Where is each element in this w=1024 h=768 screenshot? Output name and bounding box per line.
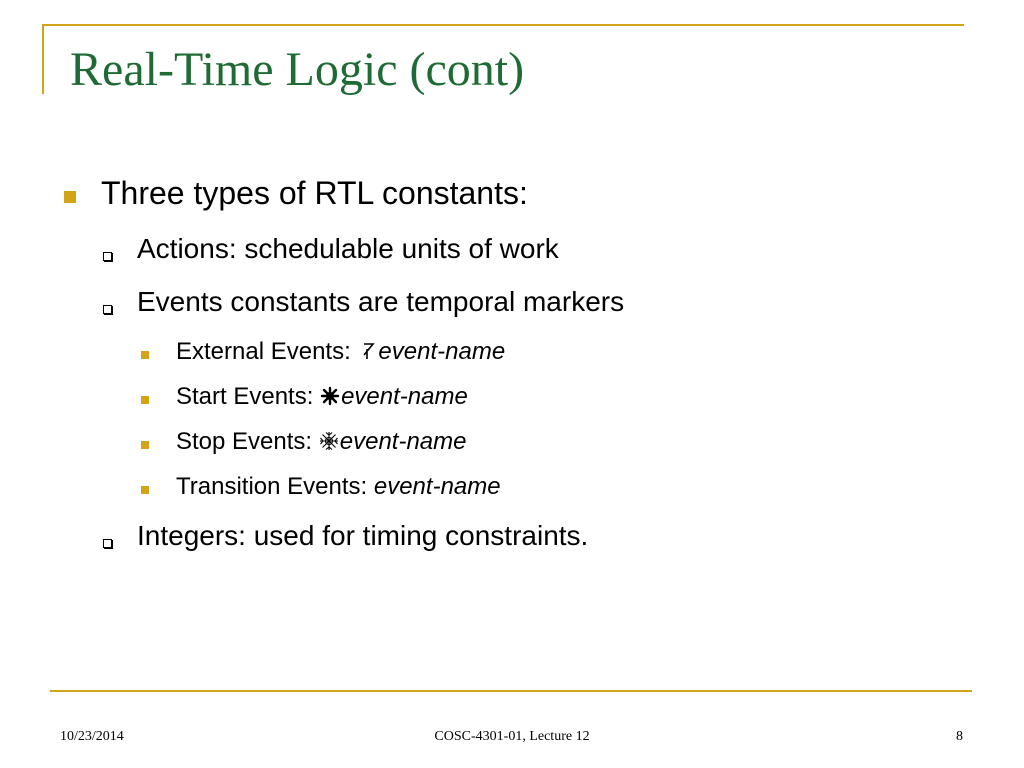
start-event-icon (320, 386, 340, 406)
bullet-square-icon (64, 191, 76, 203)
stop-events-label: Stop Events: (176, 428, 319, 455)
bullet-external-events (176, 338, 505, 366)
bullet-transition-events (176, 473, 501, 501)
bullet-stop-events (176, 428, 467, 456)
start-events-label: Start Events: (176, 383, 321, 410)
stop-event-icon (319, 431, 339, 451)
stop-events-value: event-name (339, 428, 467, 455)
bullet-square-icon (141, 441, 149, 449)
bullet-hollow-square-icon (103, 252, 112, 261)
footer-divider (50, 690, 972, 692)
bullet-start-events (176, 383, 468, 411)
footer-page-number: 8 (956, 729, 963, 744)
transition-events-label: Transition Events: (176, 473, 374, 500)
start-events-value: event-name (341, 383, 468, 410)
bullet-three-types: Three types of RTL constants: (101, 175, 528, 211)
footer-course: COSC-4301-01, Lecture 12 (434, 729, 590, 744)
bullet-events-constants: Events constants are temporal markers (137, 286, 625, 317)
bullet-square-icon (141, 396, 149, 404)
external-event-icon (357, 341, 377, 361)
external-events-value: event-name (378, 338, 506, 365)
bullet-square-icon (141, 351, 149, 359)
bullet-square-icon (141, 486, 149, 494)
bullet-integers: Integers: used for timing constraints. (137, 520, 589, 551)
bullet-hollow-square-icon (103, 539, 112, 548)
slide-title: Real-Time Logic (cont) (70, 43, 525, 96)
external-events-label: External Events: (176, 338, 358, 365)
bullet-hollow-square-icon (103, 305, 112, 314)
bullet-actions: Actions: schedulable units of work (137, 233, 559, 264)
transition-events-value: event-name (373, 473, 501, 500)
footer-date: 10/23/2014 (60, 729, 124, 744)
